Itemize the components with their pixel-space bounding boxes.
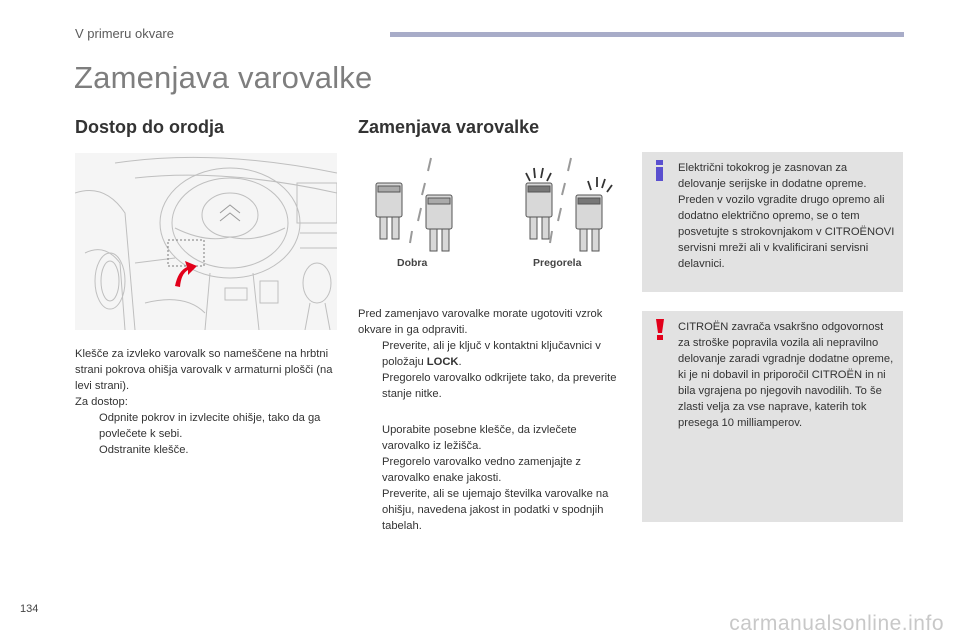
- page-title: Zamenjava varovalke: [74, 60, 373, 95]
- fuse-check-text: [358, 306, 623, 402]
- page-number: 134: [20, 603, 39, 615]
- list-item: Pregorelo varovalko odkrijete tako, da preverite stanje nitke.: [382, 372, 617, 400]
- tool-location-text: Klešče za izvleko varovalk so nameščene na hrbtni strani pokrova ohišja varovalk v armaturni plošči (na levi strani).: [75, 348, 333, 392]
- list-item: Pregorelo varovalko vedno zamenjajte z varovalko enake jakosti.: [382, 456, 581, 484]
- tool-access-text: [75, 346, 337, 458]
- fuse-good-label: Dobra: [397, 257, 428, 269]
- list-item: Uporabite posebne klešče, da izvlečete varovalko iz ležišča.: [382, 424, 577, 452]
- list-item: Preverite, ali se ujemajo številka varovalke na ohišju, navedena jakost in podatki v spodnjih tabelah.: [382, 488, 609, 532]
- warning-box: [642, 311, 903, 522]
- info-icon: [652, 158, 668, 182]
- fuse-blown-label: Pregorela: [533, 257, 582, 269]
- lock-keyword: LOCK: [426, 356, 459, 368]
- list-item: Preverite, ali je ključ v kontaktni ključavnici v položaju LOCK.: [382, 340, 601, 368]
- header-bar: [390, 32, 904, 37]
- dashboard-drawing: [75, 153, 337, 330]
- fuse-replace-text: [358, 422, 623, 534]
- section-header: V primeru okvare: [75, 26, 174, 41]
- check-intro: Pred zamenjavo varovalke morate ugotoviti vzrok okvare in ga odpraviti.: [358, 308, 603, 336]
- watermark: carmanualsonline.info: [729, 612, 944, 635]
- info-text: Električni tokokrog je zasnovan za delovanje serijske in dodatne opreme. Preden v vozilo vgradite drugo opremo ali dodatno električno opremo, se o tem posvetujte s strokovnjakom v CITROËNOVI servisni mreži ali v kvalificirani servisni delavnici.: [678, 162, 895, 270]
- warning-text: CITROËN zavrača vsakršno odgovornost za stroške popravila vozila ali nepravilno delovanje zaradi vgradnje dodatne opreme, ki je ni dobavil in priporočil CITROËN in ni bila vgrajena po njegovih navodilih. To še zlasti velja za vse naprave, katerih tok presega 10 milliamperov.: [678, 321, 894, 429]
- heading-fuse-replacement: Zamenjava varovalke: [358, 117, 540, 137]
- heading-tool-access: Dostop do orodja: [75, 117, 224, 137]
- fuse-drawing: [358, 153, 623, 263]
- dashboard-illustration: [75, 153, 337, 330]
- list-item: Odpnite pokrov in izvlecite ohišje, tako da ga povlečete k sebi.: [99, 412, 321, 440]
- list-item: Odstranite klešče.: [99, 444, 189, 456]
- access-label: Za dostop:: [75, 396, 128, 408]
- warning-icon: [652, 317, 668, 341]
- info-box: [642, 152, 903, 292]
